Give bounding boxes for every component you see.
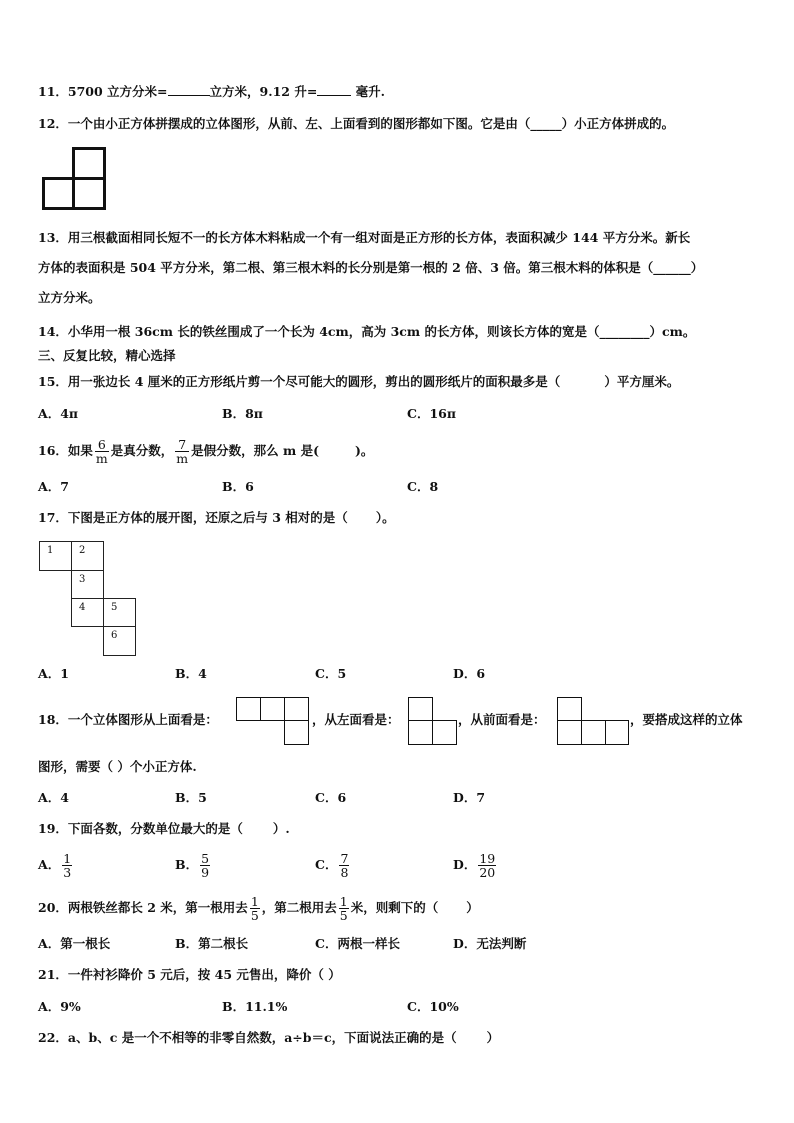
option-c[interactable]: C．5 <box>315 666 347 681</box>
question-20: 20．两根铁丝都长 2 米，第一根用去 $\frac{1}{5}$ ，第二根用去 $\frac{1}{5}$ 米，则剩下的（ ） <box>38 894 479 923</box>
view-square <box>605 720 629 745</box>
option-d[interactable]: D． $\frac{19}{20}$ <box>453 851 496 880</box>
option-a[interactable]: A．9% <box>38 999 81 1014</box>
question-14: 14．小华用一根 36cm 长的铁丝围成了一个长为 4cm，高为 3cm 的长方体，则该长方体的宽是（________）cm。 <box>38 324 696 339</box>
view-square <box>408 720 433 745</box>
answer-blank[interactable] <box>317 83 351 96</box>
net-cell-3: 3 <box>71 570 104 599</box>
question-15: 15．用一张边长 4 厘米的正方形纸片剪一个尽可能大的圆形，剪出的圆形纸片的面积最多是（ ）平方厘米。 <box>38 374 680 389</box>
option-a[interactable]: A．7 <box>38 479 69 494</box>
question-13-line3: 立方分米。 <box>38 290 101 305</box>
q18-text-d: ，要搭成这样的立体 <box>630 712 743 727</box>
option-a[interactable]: A．4π <box>38 406 79 421</box>
option-d[interactable]: D．无法判断 <box>453 936 527 951</box>
fraction: $\frac{6}{m}$ <box>95 437 108 466</box>
question-13: 13．用三根截面相同长短不一的长方体木料粘成一个有一组对面是正方形的长方体，表面积减少 144 平方分米。新长 <box>38 230 691 245</box>
option-c[interactable]: C．两根一样长 <box>315 936 400 951</box>
question-19: 19．下面各数，分数单位最大的是（ ）. <box>38 821 290 836</box>
question-16: 16．如果 $\frac{6}{m}$ 是真分数， $\frac{7}{m}$ 是假分数，那么 m 是( )。 <box>38 437 374 466</box>
option-d[interactable]: D．7 <box>453 790 486 805</box>
view-square <box>236 697 261 721</box>
fraction: $\frac{1}{3}$ <box>63 851 72 880</box>
view-square <box>581 720 606 745</box>
option-b[interactable]: B．4 <box>175 666 207 681</box>
question-11: 11．5700 立方分米= 立方米，9.12 升= 毫升. <box>38 84 386 99</box>
net-cell-4: 4 <box>71 598 104 627</box>
net-cell-1: 1 <box>39 541 72 571</box>
question-21: 21．一件衬衫降价 5 元后，按 45 元售出，降价（ ） <box>38 967 341 982</box>
option-a[interactable]: A．4 <box>38 790 69 805</box>
view-square <box>260 697 285 721</box>
question-22: 22．a、b、c 是一个不相等的非零自然数，a÷b＝c，下面说法正确的是（ ） <box>38 1030 500 1045</box>
option-b[interactable]: B． $\frac{5}{9}$ <box>175 851 210 880</box>
question-13-line2: 方体的表面积是 504 平方分米，第二根、第三根木料的长分别是第一根的 2 倍、3 倍。第三根木料的体积是（______） <box>38 260 704 275</box>
q18-text-b: ，从左面看是： <box>312 712 400 727</box>
answer-blank[interactable]: ________ <box>599 324 650 339</box>
cube-bottom-right <box>72 177 106 210</box>
fraction: $\frac{1}{5}$ <box>250 894 259 923</box>
option-d[interactable]: D．6 <box>453 666 486 681</box>
option-a[interactable]: A．1 <box>38 666 69 681</box>
option-b[interactable]: B．8π <box>222 406 263 421</box>
answer-blank[interactable]: _____ <box>530 116 562 131</box>
option-b[interactable]: B．6 <box>222 479 254 494</box>
answer-blank[interactable]: ______ <box>653 260 691 275</box>
q18-text-c: ，从前面看是： <box>458 712 546 727</box>
option-c[interactable]: C．16π <box>407 406 456 421</box>
view-square <box>284 697 309 721</box>
fraction: $\frac{1}{5}$ <box>339 894 348 923</box>
view-square <box>557 720 582 745</box>
option-b[interactable]: B．第二根长 <box>175 936 249 951</box>
question-12: 12．一个由小正方体拼摆成的立体图形，从前、左、上面看到的图形都如下图。它是由（_____）小正方体拼成的。 <box>38 116 675 131</box>
option-a[interactable]: A．第一根长 <box>38 936 111 951</box>
option-b[interactable]: B．5 <box>175 790 207 805</box>
question-18-line2: 图形，需要（ ）个小正方体. <box>38 759 197 774</box>
option-c[interactable]: C．8 <box>407 479 439 494</box>
net-cell-5: 5 <box>103 598 136 627</box>
option-c[interactable]: C．6 <box>315 790 347 805</box>
option-c[interactable]: C． $\frac{7}{8}$ <box>315 851 349 880</box>
fraction: $\frac{19}{20}$ <box>479 851 496 880</box>
section-title: 三、反复比较，精心选择 <box>38 348 176 363</box>
question-17: 17．下图是正方体的展开图，还原之后与 3 相对的是（ ）。 <box>38 510 395 525</box>
fraction: $\frac{5}{9}$ <box>201 851 210 880</box>
view-square <box>408 697 433 721</box>
net-cell-2: 2 <box>71 541 104 571</box>
question-18: 18．一个立体图形从上面看是： <box>38 712 218 727</box>
option-b[interactable]: B．11.1% <box>222 999 288 1014</box>
fraction: $\frac{7}{m}$ <box>176 437 189 466</box>
cube-top <box>72 147 106 180</box>
option-a[interactable]: A． $\frac{1}{3}$ <box>38 851 72 880</box>
view-square <box>284 720 309 745</box>
fraction: $\frac{7}{8}$ <box>340 851 349 880</box>
view-square <box>432 720 457 745</box>
net-cell-6: 6 <box>103 626 136 656</box>
option-c[interactable]: C．10% <box>407 999 459 1014</box>
answer-blank[interactable] <box>168 83 210 96</box>
view-square <box>557 697 582 721</box>
cube-bottom-left <box>42 177 75 210</box>
